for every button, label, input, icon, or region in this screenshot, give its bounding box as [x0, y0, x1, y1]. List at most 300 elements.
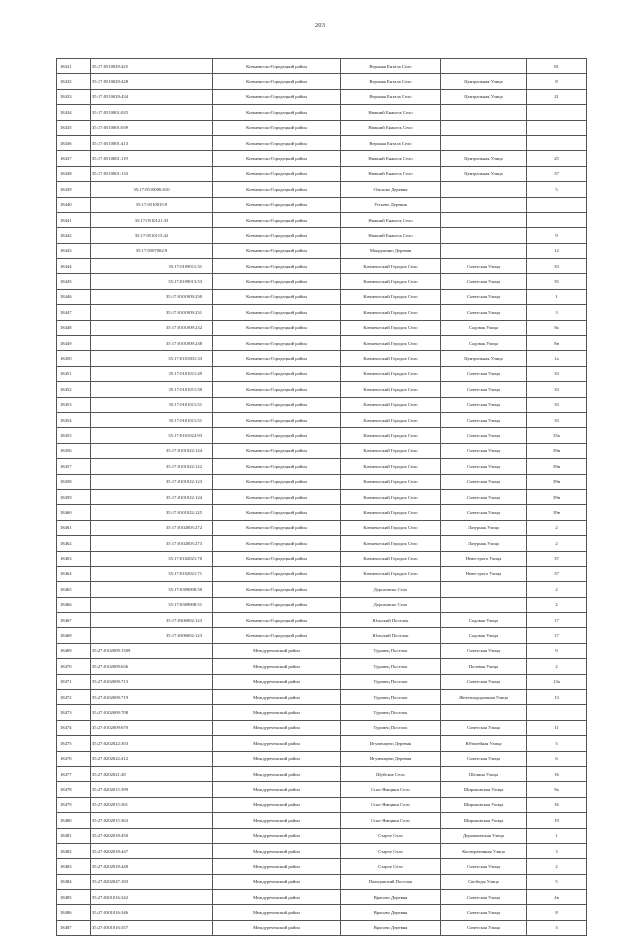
- settlement-cell: Дороховско Село: [341, 597, 441, 612]
- record-number-cell: 18464: [57, 566, 91, 581]
- table-row: [57, 489, 587, 504]
- house-number-cell: 16: [527, 766, 587, 781]
- cadastral-number-cell: 35:17:0101001:33: [91, 351, 213, 366]
- table-row: [57, 905, 587, 920]
- cadastral-number-cell: 35:27:0202021:28: [91, 766, 213, 781]
- record-number-cell: 18441: [57, 212, 91, 227]
- cadastral-number-cell: 35:17:0510029:428: [91, 74, 213, 89]
- street-cell: Советская Улица: [441, 920, 527, 935]
- record-number-cell: 18472: [57, 690, 91, 705]
- house-number-cell: 3: [527, 305, 587, 320]
- settlement-cell: Нижний Енангск Село: [341, 228, 441, 243]
- district-cell: Междуреченский район: [213, 736, 341, 751]
- settlement-cell: Старое Село: [341, 843, 441, 858]
- district-cell: Междуреченский район: [213, 782, 341, 797]
- house-number-cell: 2: [527, 597, 587, 612]
- district-cell: Кичменгско-Городецкий район: [213, 566, 341, 581]
- table-row: [57, 874, 587, 889]
- settlement-cell: Кичменгский Городок Село: [341, 505, 441, 520]
- record-number-cell: 18447: [57, 305, 91, 320]
- table-row: [57, 551, 587, 566]
- street-cell: Широковская Улица: [441, 782, 527, 797]
- record-number-cell: 18431: [57, 59, 91, 74]
- district-cell: Кичменгско-Городецкий район: [213, 428, 341, 443]
- cadastral-number-cell: 35:17:0102021:71: [91, 566, 213, 581]
- table-row: [57, 813, 587, 828]
- cadastral-number-cell: 35:27:0102009:713: [91, 674, 213, 689]
- record-number-cell: 18473: [57, 705, 91, 720]
- street-cell: Советская Улица: [441, 505, 527, 520]
- table-row: [57, 828, 587, 843]
- table-row: [57, 243, 587, 258]
- table-row: [57, 182, 587, 197]
- cadastral-number-cell: 35:17:0309008:50: [91, 582, 213, 597]
- record-number-cell: 18483: [57, 859, 91, 874]
- table-row: [57, 720, 587, 735]
- settlement-cell: Кичменгский Городок Село: [341, 520, 441, 535]
- house-number-cell: 8в: [527, 336, 587, 351]
- cadastral-number-cell: 35:17:0510006:010: [91, 182, 213, 197]
- street-cell: Центральная Улица: [441, 166, 527, 181]
- table-row: [57, 582, 587, 597]
- district-cell: Кичменгско-Городецкий район: [213, 412, 341, 427]
- street-cell: [441, 597, 527, 612]
- house-number-cell: 2: [527, 859, 587, 874]
- street-cell: Центральная Улица: [441, 74, 527, 89]
- district-cell: Кичменгско-Городецкий район: [213, 59, 341, 74]
- table-row: [57, 659, 587, 674]
- district-cell: Междуреченский район: [213, 690, 341, 705]
- settlement-cell: Спас-Ямщики Село: [341, 797, 441, 812]
- cadastral-number-cell: 35:27:0301016:342: [91, 890, 213, 905]
- cadastral-number-cell: 35:17:0101022:124: [91, 489, 213, 504]
- district-cell: Междуреченский район: [213, 874, 341, 889]
- street-cell: Центральная Улица: [441, 151, 527, 166]
- settlement-cell: Верхняя Ентала Село: [341, 59, 441, 74]
- cadastral-number-cell: 35:27:0202015:399: [91, 782, 213, 797]
- house-number-cell: 39в: [527, 443, 587, 458]
- table-row: [57, 305, 587, 320]
- register-table: [56, 58, 587, 936]
- district-cell: Кичменгско-Городецкий район: [213, 197, 341, 212]
- house-number-cell: 2: [527, 582, 587, 597]
- cadastral-number-cell: 35:27:0202015:301: [91, 797, 213, 812]
- record-number-cell: 18446: [57, 289, 91, 304]
- record-number-cell: 18463: [57, 551, 91, 566]
- street-cell: Лазурная Улица: [441, 520, 527, 535]
- house-number-cell: 33: [527, 412, 587, 427]
- house-number-cell: [527, 197, 587, 212]
- district-cell: Кичменгско-Городецкий район: [213, 551, 341, 566]
- record-number-cell: 18435: [57, 120, 91, 135]
- cadastral-number-cell: 35:17:0101009:232: [91, 320, 213, 335]
- house-number-cell: 6: [527, 751, 587, 766]
- settlement-cell: Врасово Деревня: [341, 905, 441, 920]
- house-number-cell: 9: [527, 228, 587, 243]
- street-cell: Советская Улица: [441, 720, 527, 735]
- street-cell: Советская Улица: [441, 428, 527, 443]
- district-cell: Междуреченский район: [213, 813, 341, 828]
- record-number-cell: 18477: [57, 766, 91, 781]
- record-number-cell: 18486: [57, 905, 91, 920]
- settlement-cell: Нижний Енангск Село: [341, 212, 441, 227]
- record-number-cell: 18444: [57, 259, 91, 274]
- settlement-cell: Верхняя Ентала Село: [341, 89, 441, 104]
- street-cell: [441, 120, 527, 135]
- house-number-cell: 33: [527, 397, 587, 412]
- district-cell: Междуреченский район: [213, 890, 341, 905]
- street-cell: [441, 135, 527, 150]
- table-row: [57, 382, 587, 397]
- cadastral-number-cell: 35:17:0510001:119: [91, 151, 213, 166]
- district-cell: Междуреченский район: [213, 859, 341, 874]
- district-cell: Кичменгско-Городецкий район: [213, 505, 341, 520]
- district-cell: Кичменгско-Городецкий район: [213, 182, 341, 197]
- record-number-cell: 18454: [57, 412, 91, 427]
- settlement-cell: Устьево Деревня: [341, 197, 441, 212]
- cadastral-number-cell: 35:17:0101009:231: [91, 305, 213, 320]
- settlement-cell: Кичменгский Городок Село: [341, 351, 441, 366]
- street-cell: Советская Улица: [441, 274, 527, 289]
- house-number-cell: 8: [527, 74, 587, 89]
- house-number-cell: 12: [527, 243, 587, 258]
- cadastral-number-cell: 35:17:0101022:124: [91, 443, 213, 458]
- table-row: [57, 74, 587, 89]
- table-row: [57, 212, 587, 227]
- street-cell: Садовая Улица: [441, 320, 527, 335]
- settlement-cell: Туровец Поселок: [341, 705, 441, 720]
- record-number-cell: 18478: [57, 782, 91, 797]
- street-cell: Советская Улица: [441, 751, 527, 766]
- street-cell: [441, 197, 527, 212]
- district-cell: Кичменгско-Городецкий район: [213, 305, 341, 320]
- record-number-cell: 18455: [57, 428, 91, 443]
- record-number-cell: 18470: [57, 659, 91, 674]
- cadastral-number-cell: 35:17:0102021:70: [91, 551, 213, 566]
- table-row: [57, 843, 587, 858]
- record-number-cell: 18465: [57, 582, 91, 597]
- house-number-cell: 25: [527, 151, 587, 166]
- settlement-cell: Туровец Поселок: [341, 659, 441, 674]
- street-cell: [441, 705, 527, 720]
- settlement-cell: Пальцовский Поселок: [341, 874, 441, 889]
- table-row: [57, 412, 587, 427]
- table-row: [57, 197, 587, 212]
- cadastral-number-cell: 35:27:0102009:719: [91, 690, 213, 705]
- cadastral-number-cell: 35:17:0102005:272: [91, 520, 213, 535]
- table-row: [57, 690, 587, 705]
- cadastral-number-cell: 35:17:0101011:50: [91, 382, 213, 397]
- record-number-cell: 18485: [57, 890, 91, 905]
- table-row: [57, 120, 587, 135]
- record-number-cell: 18480: [57, 813, 91, 828]
- settlement-cell: Кичменгский Городок Село: [341, 474, 441, 489]
- settlement-cell: Туровец Поселок: [341, 720, 441, 735]
- street-cell: Железнодорожная Улица: [441, 690, 527, 705]
- house-number-cell: 3: [527, 920, 587, 935]
- settlement-cell: Туровец Поселок: [341, 674, 441, 689]
- cadastral-number-cell: 35:27:0102009:670: [91, 720, 213, 735]
- cadastral-number-cell: 35:17:0510001:025: [91, 105, 213, 120]
- cadastral-number-cell: 35:17:0510001:413: [91, 135, 213, 150]
- record-number-cell: 18450: [57, 351, 91, 366]
- record-number-cell: 18449: [57, 336, 91, 351]
- street-cell: Невестрого Улица: [441, 566, 527, 581]
- table-row: [57, 766, 587, 781]
- house-number-cell: 5: [527, 182, 587, 197]
- cadastral-number-cell: 35:17:0109013:53: [91, 274, 213, 289]
- district-cell: Кичменгско-Городецкий район: [213, 336, 341, 351]
- settlement-cell: Юльский Поселок: [341, 628, 441, 643]
- cadastral-number-cell: 35:17:0101009:230: [91, 289, 213, 304]
- record-number-cell: 18452: [57, 382, 91, 397]
- district-cell: Кичменгско-Городецкий район: [213, 89, 341, 104]
- district-cell: Кичменгско-Городецкий район: [213, 382, 341, 397]
- table-row: [57, 397, 587, 412]
- house-number-cell: 37: [527, 566, 587, 581]
- record-number-cell: 18484: [57, 874, 91, 889]
- cadastral-number-cell: 35:17:0101011:51: [91, 412, 213, 427]
- house-number-cell: 13а: [527, 674, 587, 689]
- table-row: [57, 536, 587, 551]
- street-cell: Советская Улица: [441, 397, 527, 412]
- table-row: [57, 459, 587, 474]
- house-number-cell: 39в: [527, 505, 587, 520]
- table-row: [57, 289, 587, 304]
- district-cell: Междуреченский район: [213, 843, 341, 858]
- cadastral-number-cell: 35:17:0510121:33: [91, 212, 213, 227]
- table-row: [57, 920, 587, 935]
- table-row: [57, 859, 587, 874]
- record-number-cell: 18466: [57, 597, 91, 612]
- settlement-cell: Туровец Поселок: [341, 690, 441, 705]
- record-number-cell: 18434: [57, 105, 91, 120]
- table-row: [57, 351, 587, 366]
- table-row: [57, 705, 587, 720]
- record-number-cell: 18479: [57, 797, 91, 812]
- record-number-cell: 18481: [57, 828, 91, 843]
- settlement-cell: Кичменгский Городок Село: [341, 289, 441, 304]
- house-number-cell: 5: [527, 874, 587, 889]
- house-number-cell: 1: [527, 828, 587, 843]
- cadastral-number-cell: 35:27:0202018:450: [91, 828, 213, 843]
- district-cell: Кичменгско-Городецкий район: [213, 228, 341, 243]
- street-cell: Невестрого Улица: [441, 551, 527, 566]
- street-cell: Советская Улица: [441, 259, 527, 274]
- cadastral-number-cell: 35:17:0101011:51: [91, 397, 213, 412]
- district-cell: Междуреченский район: [213, 705, 341, 720]
- record-number-cell: 18451: [57, 366, 91, 381]
- table-row: [57, 105, 587, 120]
- district-cell: Кичменгско-Городецкий район: [213, 274, 341, 289]
- settlement-cell: Кичменгский Городок Село: [341, 305, 441, 320]
- house-number-cell: 35а: [527, 428, 587, 443]
- street-cell: [441, 212, 527, 227]
- street-cell: Советская Улица: [441, 489, 527, 504]
- settlement-cell: Туровец Поселок: [341, 643, 441, 658]
- settlement-cell: Юльский Поселок: [341, 613, 441, 628]
- settlement-cell: Нижний Енангск Село: [341, 151, 441, 166]
- table-row: [57, 59, 587, 74]
- house-number-cell: 2: [527, 536, 587, 551]
- settlement-cell: Дороховско Село: [341, 582, 441, 597]
- settlement-cell: Спас-Ямщики Село: [341, 813, 441, 828]
- house-number-cell: 11: [527, 720, 587, 735]
- district-cell: Кичменгско-Городецкий район: [213, 151, 341, 166]
- record-number-cell: 18440: [57, 197, 91, 212]
- table-row: [57, 166, 587, 181]
- record-number-cell: 18459: [57, 489, 91, 504]
- record-number-cell: 18433: [57, 89, 91, 104]
- cadastral-number-cell: 35:17:0306002:123: [91, 628, 213, 643]
- street-cell: Советская Улица: [441, 289, 527, 304]
- district-cell: Кичменгско-Городецкий район: [213, 443, 341, 458]
- cadastral-number-cell: 35:17:0510029:425: [91, 59, 213, 74]
- street-cell: Дорожковская Улица: [441, 828, 527, 843]
- district-cell: Кичменгско-Городецкий район: [213, 397, 341, 412]
- street-cell: Советская Улица: [441, 305, 527, 320]
- district-cell: Междуреченский район: [213, 797, 341, 812]
- house-number-cell: 17: [527, 613, 587, 628]
- table-row: [57, 505, 587, 520]
- street-cell: Полевая Улица: [441, 659, 527, 674]
- district-cell: Междуреченский район: [213, 766, 341, 781]
- table-row: [57, 890, 587, 905]
- house-number-cell: 13: [527, 690, 587, 705]
- street-cell: Советская Улица: [441, 412, 527, 427]
- cadastral-number-cell: 35:27:0102009:636: [91, 659, 213, 674]
- district-cell: Кичменгско-Городецкий район: [213, 120, 341, 135]
- house-number-cell: 3: [527, 843, 587, 858]
- settlement-cell: Кичменгский Городок Село: [341, 489, 441, 504]
- table-row: [57, 320, 587, 335]
- house-number-cell: 39в: [527, 474, 587, 489]
- settlement-cell: Кичменгский Городок Село: [341, 320, 441, 335]
- district-cell: Кичменгско-Городецкий район: [213, 520, 341, 535]
- table-row: [57, 151, 587, 166]
- street-cell: Широковская Улица: [441, 813, 527, 828]
- house-number-cell: [527, 212, 587, 227]
- record-number-cell: 18439: [57, 182, 91, 197]
- house-number-cell: 8а: [527, 782, 587, 797]
- street-cell: [441, 105, 527, 120]
- street-cell: [441, 582, 527, 597]
- settlement-cell: Спас-Ямщики Село: [341, 782, 441, 797]
- settlement-cell: Кичменгский Городок Село: [341, 428, 441, 443]
- settlement-cell: Кичменгский Городок Село: [341, 259, 441, 274]
- street-cell: Советская Улица: [441, 890, 527, 905]
- district-cell: Междуреченский район: [213, 905, 341, 920]
- district-cell: Междуреченский район: [213, 920, 341, 935]
- house-number-cell: 33: [527, 259, 587, 274]
- settlement-cell: Кичменгский Городок Село: [341, 366, 441, 381]
- record-number-cell: 18474: [57, 720, 91, 735]
- house-number-cell: 2: [527, 520, 587, 535]
- street-cell: Юбилейная Улица: [441, 736, 527, 751]
- cadastral-number-cell: 35:27:0202022:412: [91, 751, 213, 766]
- house-number-cell: 35: [527, 274, 587, 289]
- street-cell: Центральная Улица: [441, 351, 527, 366]
- register-table-body: [57, 59, 587, 936]
- district-cell: Кичменгско-Городецкий район: [213, 320, 341, 335]
- house-number-cell: 1: [527, 289, 587, 304]
- district-cell: Кичменгско-Городецкий район: [213, 105, 341, 120]
- settlement-cell: Старое Село: [341, 859, 441, 874]
- record-number-cell: 18469: [57, 643, 91, 658]
- house-number-cell: 16: [527, 797, 587, 812]
- cadastral-number-cell: 35:27:0102009:1509: [91, 643, 213, 658]
- record-number-cell: 18438: [57, 166, 91, 181]
- record-number-cell: 18443: [57, 243, 91, 258]
- house-number-cell: 33: [527, 366, 587, 381]
- cadastral-number-cell: 35:17:0309008:51: [91, 597, 213, 612]
- table-row: [57, 520, 587, 535]
- record-number-cell: 18437: [57, 151, 91, 166]
- settlement-cell: Кичменгский Городок Село: [341, 412, 441, 427]
- settlement-cell: Игуменцево Деревня: [341, 751, 441, 766]
- cadastral-number-cell: 35:27:0102009:708: [91, 705, 213, 720]
- house-number-cell: 19: [527, 813, 587, 828]
- street-cell: Центральная Улица: [441, 89, 527, 104]
- district-cell: Кичменгско-Городецкий район: [213, 489, 341, 504]
- settlement-cell: Кичменгский Городок Село: [341, 274, 441, 289]
- street-cell: [441, 182, 527, 197]
- house-number-cell: 37: [527, 166, 587, 181]
- district-cell: Кичменгско-Городецкий район: [213, 459, 341, 474]
- record-number-cell: 18457: [57, 459, 91, 474]
- table-row: [57, 428, 587, 443]
- table-row: [57, 135, 587, 150]
- settlement-cell: Кичменгский Городок Село: [341, 443, 441, 458]
- table-row: [57, 797, 587, 812]
- district-cell: Кичменгско-Городецкий район: [213, 289, 341, 304]
- settlement-cell: Кичменгский Городок Село: [341, 397, 441, 412]
- district-cell: Междуреченский район: [213, 751, 341, 766]
- district-cell: Кичменгско-Городецкий район: [213, 74, 341, 89]
- street-cell: [441, 243, 527, 258]
- street-cell: Советская Улица: [441, 443, 527, 458]
- record-number-cell: 18461: [57, 520, 91, 535]
- street-cell: [441, 59, 527, 74]
- cadastral-number-cell: 35:17:0101009:238: [91, 336, 213, 351]
- cadastral-number-cell: 35:17:0101022:93: [91, 428, 213, 443]
- house-number-cell: [527, 705, 587, 720]
- street-cell: Советская Улица: [441, 474, 527, 489]
- house-number-cell: 1а: [527, 351, 587, 366]
- table-row: [57, 443, 587, 458]
- settlement-cell: Кичменгский Городок Село: [341, 536, 441, 551]
- district-cell: Кичменгско-Городецкий район: [213, 613, 341, 628]
- house-number-cell: [527, 105, 587, 120]
- cadastral-number-cell: 35:17:0101022:122: [91, 459, 213, 474]
- table-row: [57, 259, 587, 274]
- house-number-cell: 17: [527, 628, 587, 643]
- house-number-cell: 8: [527, 905, 587, 920]
- cadastral-number-cell: 35:27:0202022:303: [91, 736, 213, 751]
- cadastral-number-cell: 35:17:0306002:123: [91, 613, 213, 628]
- record-number-cell: 18471: [57, 674, 91, 689]
- district-cell: Междуреченский район: [213, 643, 341, 658]
- cadastral-number-cell: 35:17:0101022:125: [91, 505, 213, 520]
- house-number-cell: 4в: [527, 890, 587, 905]
- table-row: [57, 597, 587, 612]
- settlement-cell: Верхняя Ентала Село: [341, 135, 441, 150]
- record-number-cell: 18467: [57, 613, 91, 628]
- cadastral-number-cell: 35:17:0102005:273: [91, 536, 213, 551]
- house-number-cell: 81: [527, 59, 587, 74]
- street-cell: [441, 228, 527, 243]
- settlement-cell: Ольхово Деревня: [341, 182, 441, 197]
